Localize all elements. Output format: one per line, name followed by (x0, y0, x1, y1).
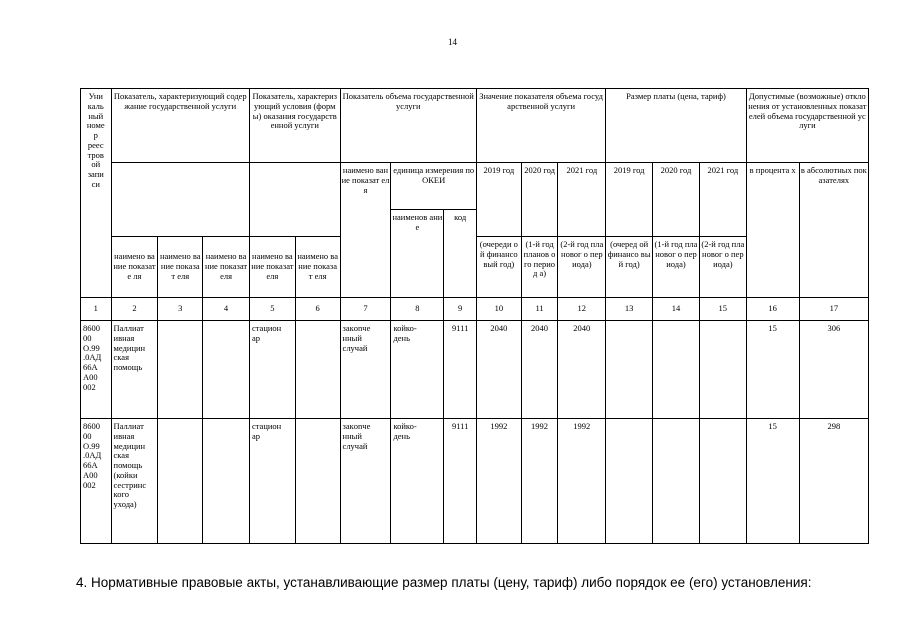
column-number-row (81, 298, 869, 321)
header-deviations: Допустимые (возможные) отклонения от установленных показателей объема государственной услуги (746, 89, 868, 163)
indicator-name: закonче нный случай (340, 321, 391, 419)
header-row-2 (81, 163, 869, 210)
header-period-plan1-fee: (1-й год плановог о периода) (653, 237, 700, 298)
deviation-absolute: 298 (799, 419, 868, 544)
header-volume-value: Значение показателя объема государственной услуги (476, 89, 605, 163)
service-condition: стацион ар (249, 321, 295, 419)
section-4-heading: 4. Нормативные правовые акты, устанавливающие размер платы (цену, тариф) либо порядок ее (его) установления: (76, 575, 812, 590)
indicator-name: закonче нный случай (340, 419, 391, 544)
header-indicator-name: наимено вание показат еля (340, 163, 391, 298)
header-period-plan2-volume: (2-й год плановог о периода) (558, 237, 606, 298)
column-number: 12 (558, 298, 606, 321)
header-volume-indicator: Показатель объема государственной услуги (340, 89, 476, 163)
empty-cell (653, 419, 700, 544)
empty-cell (295, 419, 340, 544)
volume-2020: 2040 (521, 321, 558, 419)
deviation-percent: 15 (746, 321, 799, 419)
column-number: 4 (203, 298, 250, 321)
empty-cell (203, 419, 250, 544)
column-number: 3 (158, 298, 203, 321)
column-number: 13 (606, 298, 653, 321)
empty-cell (699, 419, 746, 544)
service-condition: стацион ар (249, 419, 295, 544)
unit-code: 9111 (444, 321, 477, 419)
unit-name: койко- день (391, 419, 444, 544)
service-volume-table (80, 88, 869, 544)
volume-2021: 1992 (558, 419, 606, 544)
empty-cell (606, 419, 653, 544)
header-content-indicator: Показатель, характеризующий содержание государственной услуги (111, 89, 249, 163)
page-number: 14 (448, 37, 457, 47)
header-period-plan2-fee: (2-й год плановог о периода) (699, 237, 746, 298)
empty-cell (699, 321, 746, 419)
header-name-col4: наимено вание показат еля (203, 237, 250, 298)
header-period-plan1-volume: (1-й год планов ого период а) (521, 237, 558, 298)
column-number: 10 (476, 298, 521, 321)
column-number: 17 (799, 298, 868, 321)
deviation-percent: 15 (746, 419, 799, 544)
header-condition-blank (249, 163, 340, 237)
header-name-col5: наимено вание показат еля (249, 237, 295, 298)
column-number: 5 (249, 298, 295, 321)
header-fee-2021: 2021 год (699, 163, 746, 237)
header-in-absolute: в абсолютных показателях (799, 163, 868, 298)
header-fee-2020: 2020 год (653, 163, 700, 237)
header-period-current-volume: (очереди ой финансо вый год) (476, 237, 521, 298)
header-in-percent: в процента х (746, 163, 799, 298)
empty-cell (158, 321, 203, 419)
column-number: 7 (340, 298, 391, 321)
registry-number: 8600 00 О.99 .0АД 66А А00 002 (81, 321, 112, 419)
header-volume-2019: 2019 год (476, 163, 521, 237)
empty-cell (606, 321, 653, 419)
header-name-col6: наимено вание показат еля (295, 237, 340, 298)
volume-2019: 2040 (476, 321, 521, 419)
header-name-col2: наимено вание показате ля (111, 237, 158, 298)
unit-name: койко- день (391, 321, 444, 419)
header-name-col3: наимено вание показат еля (158, 237, 203, 298)
header-unit-okei: единица измерения по ОКЕИ (391, 163, 477, 210)
header-fee-2019: 2019 год (606, 163, 653, 237)
header-fee: Размер платы (цена, тариф) (606, 89, 746, 163)
registry-number: 8600 00 О.99 .0АД 66А А00 002 (81, 419, 112, 544)
service-content: Паллиат ивная медицин ская помощь (111, 321, 158, 419)
volume-2020: 1992 (521, 419, 558, 544)
volume-2021: 2040 (558, 321, 606, 419)
header-content-blank (111, 163, 249, 237)
unit-code: 9111 (444, 419, 477, 544)
empty-cell (203, 321, 250, 419)
header-unique-number: Уни каль ный номе р реес тров ой запи си (81, 89, 112, 298)
table-row (81, 419, 869, 544)
header-volume-2021: 2021 год (558, 163, 606, 237)
column-number: 8 (391, 298, 444, 321)
column-number: 1 (81, 298, 112, 321)
column-number: 9 (444, 298, 477, 321)
header-unit-name: наименов ание (391, 210, 444, 298)
empty-cell (158, 419, 203, 544)
column-number: 11 (521, 298, 558, 321)
column-number: 2 (111, 298, 158, 321)
column-number: 6 (295, 298, 340, 321)
header-row-1 (81, 89, 869, 163)
column-number: 15 (699, 298, 746, 321)
column-number: 14 (653, 298, 700, 321)
header-unit-code: код (444, 210, 477, 298)
empty-cell (653, 321, 700, 419)
deviation-absolute: 306 (799, 321, 868, 419)
column-number: 16 (746, 298, 799, 321)
volume-2019: 1992 (476, 419, 521, 544)
service-content: Паллиат ивная медицин ская помощь (койки сестринс кого ухода) (111, 419, 158, 544)
header-volume-2020: 2020 год (521, 163, 558, 237)
empty-cell (295, 321, 340, 419)
header-condition-indicator: Показатель, характеризующий условия (формы) оказания государственной услуги (249, 89, 340, 163)
header-period-current-fee: (очеред ой финансо вый год) (606, 237, 653, 298)
table-row (81, 321, 869, 419)
